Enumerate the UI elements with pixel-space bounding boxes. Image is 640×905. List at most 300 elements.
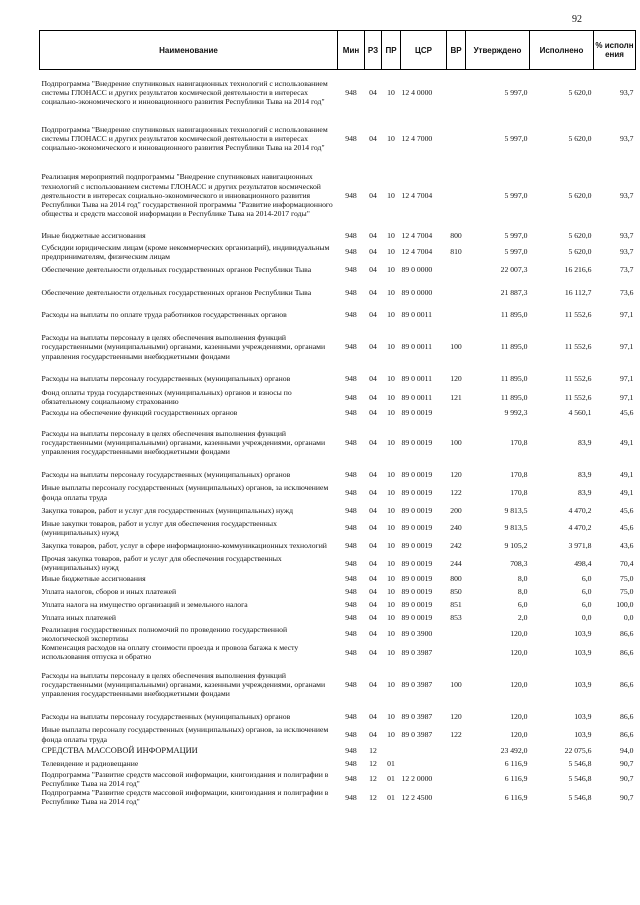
cell-rz: 04 xyxy=(369,711,377,721)
header-executed: Исполнено xyxy=(530,31,594,70)
table-row xyxy=(40,554,636,572)
cell-csr: 12 4 7004 xyxy=(401,190,433,200)
table-row xyxy=(40,519,636,537)
cell-rz: 04 xyxy=(369,679,377,689)
cell-rz: 12 xyxy=(369,758,377,768)
cell-rz: 04 xyxy=(369,647,377,657)
cell-min: 948 xyxy=(345,629,357,639)
cell-executed: 16 112,7 xyxy=(564,287,592,297)
cell-percent: 93,7 xyxy=(620,133,634,143)
cell-min: 948 xyxy=(345,88,357,98)
cell-pr: 10 xyxy=(387,287,395,297)
cell-name: Реализация государственных полномочий по проведению государственной экологической экспертизы xyxy=(41,624,288,643)
cell-rz: 04 xyxy=(369,374,377,384)
cell-name: Расходы на выплаты персоналу в целях обеспечения выполнения функций государственными (муниципальными) органами, казенными учреждениями, органами управления государственными внебюджетными фондами xyxy=(41,428,326,456)
header-csr: ЦСР xyxy=(401,31,447,70)
cell-csr: 89 0 3987 xyxy=(401,679,433,689)
cell-approved: 11 895,0 xyxy=(500,342,528,352)
cell-name: Фонд оплаты труда государственных (муниципальных) органов и взносы по обязательному социальному страхованию xyxy=(41,387,292,407)
table-row xyxy=(40,573,636,586)
cell-csr: 89 0 0011 xyxy=(401,392,432,402)
header-min: Мин xyxy=(338,31,365,70)
cell-executed: 6,0 xyxy=(581,587,592,597)
cell-executed: 83,9 xyxy=(578,469,592,479)
page-number: 92 xyxy=(572,14,582,25)
cell-pr: 01 xyxy=(387,774,395,784)
cell-executed: 83,9 xyxy=(578,487,592,497)
cell-csr: 89 0 3987 xyxy=(401,647,433,657)
cell-rz: 12 xyxy=(369,792,377,802)
cell-pr: 10 xyxy=(387,629,395,639)
cell-rz: 04 xyxy=(369,613,377,623)
cell-vr: 120 xyxy=(450,469,462,479)
cell-approved: 11 895,0 xyxy=(500,392,528,402)
cell-rz: 04 xyxy=(369,587,377,597)
cell-approved: 5 997,0 xyxy=(504,190,528,200)
cell-pr: 10 xyxy=(387,342,395,352)
table-row xyxy=(40,744,636,757)
cell-min: 948 xyxy=(345,613,357,623)
cell-executed: 5 620,0 xyxy=(568,88,592,98)
cell-rz: 04 xyxy=(369,487,377,497)
cell-min: 948 xyxy=(345,541,357,551)
cell-min: 948 xyxy=(345,574,357,584)
header-approved: Утверждено xyxy=(466,31,530,70)
cell-approved: 23 492,0 xyxy=(500,745,528,755)
cell-name: Подпрограмма "Внедрение спутниковых навигационных технологий с использованием системы ГЛОНАСС и других результатов космической деятельности в интересах социально-экономического и инновационного развития Республики Тыва на 2014 год" xyxy=(41,124,328,153)
cell-percent: 45,6 xyxy=(620,523,634,533)
cell-percent: 97,1 xyxy=(620,392,634,402)
cell-percent: 45,6 xyxy=(620,408,634,418)
cell-vr: 120 xyxy=(450,711,462,721)
cell-vr: 800 xyxy=(450,231,462,241)
cell-min: 948 xyxy=(345,758,357,768)
cell-pr: 10 xyxy=(387,469,395,479)
cell-executed: 4 470,2 xyxy=(568,505,592,515)
cell-executed: 4 470,2 xyxy=(568,523,592,533)
cell-percent: 45,6 xyxy=(620,505,634,515)
cell-min: 948 xyxy=(345,287,357,297)
cell-name: Иные закупки товаров, работ и услуг для обеспечения государственных (муниципальных) нужд xyxy=(41,518,277,537)
cell-approved: 120,0 xyxy=(510,629,528,639)
header-pr: ПР xyxy=(382,31,401,70)
cell-vr: 244 xyxy=(450,558,462,568)
cell-name: Уплата иных платежей xyxy=(41,613,117,623)
cell-executed: 5 620,0 xyxy=(568,231,592,241)
cell-percent: 86,6 xyxy=(620,647,634,657)
cell-percent: 86,6 xyxy=(620,679,634,689)
cell-csr: 89 0 0019 xyxy=(401,487,433,497)
table-body xyxy=(40,70,636,807)
cell-pr: 10 xyxy=(387,574,395,584)
cell-rz: 04 xyxy=(369,505,377,515)
cell-pr: 01 xyxy=(387,758,395,768)
table-row xyxy=(40,116,636,162)
cell-vr: 100 xyxy=(450,679,462,689)
cell-vr: 240 xyxy=(450,523,462,533)
cell-name: Расходы на выплаты персоналу государственных (муниципальных) органов xyxy=(41,374,291,384)
cell-pr: 10 xyxy=(387,613,395,623)
table-row xyxy=(40,388,636,406)
header-vr: ВР xyxy=(447,31,466,70)
cell-min: 948 xyxy=(345,745,357,755)
cell-min: 948 xyxy=(345,469,357,479)
cell-vr: 122 xyxy=(450,487,462,497)
cell-executed: 6,0 xyxy=(581,574,592,584)
cell-csr: 89 0 0019 xyxy=(401,587,433,597)
cell-executed: 3 971,8 xyxy=(568,541,592,551)
cell-approved: 170,8 xyxy=(510,469,528,479)
cell-min: 948 xyxy=(345,505,357,515)
cell-csr: 89 0 0019 xyxy=(401,408,433,418)
cell-executed: 5 620,0 xyxy=(568,133,592,143)
cell-min: 948 xyxy=(345,711,357,721)
cell-csr: 89 0 0019 xyxy=(401,523,433,533)
table-row xyxy=(40,725,636,743)
cell-csr: 12 2 0000 xyxy=(401,774,433,784)
cell-name: Иные бюджетные ассигнования xyxy=(41,231,146,241)
cell-vr: 121 xyxy=(450,392,462,402)
cell-pr: 10 xyxy=(387,392,395,402)
cell-percent: 100,0 xyxy=(616,600,634,610)
cell-csr: 89 0 0011 xyxy=(401,310,432,320)
cell-vr: 800 xyxy=(450,574,462,584)
cell-approved: 9 992,3 xyxy=(504,408,528,418)
table-row xyxy=(40,625,636,643)
table-row xyxy=(40,261,636,279)
cell-approved: 120,0 xyxy=(510,711,528,721)
cell-executed: 498,4 xyxy=(574,558,592,568)
cell-csr: 89 0 0019 xyxy=(401,574,433,584)
cell-approved: 708,3 xyxy=(510,558,528,568)
cell-percent: 94,0 xyxy=(620,745,634,755)
table-row xyxy=(40,643,636,661)
cell-vr xyxy=(447,770,466,788)
cell-vr: 122 xyxy=(450,729,462,739)
cell-pr: 10 xyxy=(387,558,395,568)
cell-vr xyxy=(447,757,466,770)
cell-percent: 75,0 xyxy=(620,574,634,584)
cell-rz: 04 xyxy=(369,342,377,352)
cell-vr: 853 xyxy=(450,613,462,623)
cell-pr: 10 xyxy=(387,600,395,610)
cell-percent: 86,6 xyxy=(620,729,634,739)
cell-vr: 100 xyxy=(450,437,462,447)
cell-executed: 5 620,0 xyxy=(568,190,592,200)
cell-csr: 89 0 0019 xyxy=(401,600,433,610)
table-row xyxy=(40,502,636,519)
cell-vr xyxy=(447,261,466,279)
cell-approved: 6 116,9 xyxy=(504,758,528,768)
cell-csr: 89 0 3900 xyxy=(401,629,433,639)
cell-rz: 04 xyxy=(369,558,377,568)
cell-approved: 9 105,2 xyxy=(504,541,528,551)
cell-rz: 04 xyxy=(369,729,377,739)
cell-percent: 70,4 xyxy=(620,558,634,568)
cell-csr: 89 0 0019 xyxy=(401,558,433,568)
cell-rz: 04 xyxy=(369,541,377,551)
cell-vr: 810 xyxy=(450,247,462,257)
cell-rz: 04 xyxy=(369,469,377,479)
cell-vr xyxy=(447,162,466,230)
cell-percent: 43,6 xyxy=(620,541,634,551)
table-row xyxy=(40,757,636,770)
cell-pr: 10 xyxy=(387,247,395,257)
cell-name: Обеспечение деятельности отдельных государственных органов Республики Тыва xyxy=(41,287,312,297)
cell-percent: 49,1 xyxy=(620,469,634,479)
cell-pr: 10 xyxy=(387,487,395,497)
cell-approved: 5 997,0 xyxy=(504,231,528,241)
cell-percent: 75,0 xyxy=(620,587,634,597)
cell-approved: 9 813,5 xyxy=(504,505,528,515)
cell-executed: 16 216,6 xyxy=(564,265,592,275)
cell-csr: 12 4 0000 xyxy=(401,88,433,98)
table-row xyxy=(40,279,636,306)
cell-name: Обеспечение деятельности отдельных государственных органов Республики Тыва xyxy=(41,265,312,275)
table-row xyxy=(40,324,636,370)
cell-name: Расходы на выплаты персоналу государственных (муниципальных) органов xyxy=(41,711,291,721)
cell-executed: 11 552,6 xyxy=(564,310,592,320)
table-row xyxy=(40,243,636,261)
cell-executed: 11 552,6 xyxy=(564,342,592,352)
cell-pr: 10 xyxy=(387,523,395,533)
cell-approved: 6 116,9 xyxy=(504,792,528,802)
cell-vr xyxy=(447,625,466,643)
cell-pr: 10 xyxy=(387,190,395,200)
cell-csr: 89 0 0019 xyxy=(401,505,433,515)
cell-executed: 103,9 xyxy=(574,629,592,639)
cell-min: 948 xyxy=(345,247,357,257)
cell-percent: 73,6 xyxy=(620,287,634,297)
cell-name: Телевидение и радиовещание xyxy=(41,758,139,768)
cell-approved: 170,8 xyxy=(510,487,528,497)
cell-min: 948 xyxy=(345,647,357,657)
cell-pr: 10 xyxy=(387,310,395,320)
cell-pr: 10 xyxy=(387,265,395,275)
table-row xyxy=(40,406,636,419)
cell-rz: 04 xyxy=(369,190,377,200)
cell-percent: 90,7 xyxy=(620,774,634,784)
cell-vr xyxy=(447,643,466,661)
cell-executed: 11 552,6 xyxy=(564,374,592,384)
cell-name: Прочая закупка товаров, работ и услуг для обеспечения государственных (муниципальных) нужд xyxy=(41,554,282,573)
cell-csr xyxy=(401,744,447,757)
cell-executed: 6,0 xyxy=(581,600,592,610)
cell-min: 948 xyxy=(345,729,357,739)
table-row xyxy=(40,483,636,501)
cell-percent: 90,7 xyxy=(620,792,634,802)
cell-min: 948 xyxy=(345,774,357,784)
cell-executed: 5 620,0 xyxy=(568,247,592,257)
cell-pr: 10 xyxy=(387,647,395,657)
cell-rz: 12 xyxy=(369,774,377,784)
cell-name: Уплата налога на имущество организаций и земельного налога xyxy=(41,600,248,610)
cell-name: Иные бюджетные ассигнования xyxy=(41,574,146,584)
table-row xyxy=(40,230,636,243)
cell-percent: 86,6 xyxy=(620,711,634,721)
cell-min: 948 xyxy=(345,231,357,241)
cell-approved: 22 007,3 xyxy=(500,265,528,275)
cell-csr: 12 2 4500 xyxy=(401,792,433,802)
cell-pr: 10 xyxy=(387,437,395,447)
cell-min: 948 xyxy=(345,600,357,610)
cell-name: Закупка товаров, работ, услуг в сфере информационно-коммуникационных технологий xyxy=(41,541,327,551)
cell-min: 948 xyxy=(345,679,357,689)
cell-approved: 120,0 xyxy=(510,729,528,739)
cell-min: 948 xyxy=(345,310,357,320)
cell-name: Компенсация расходов на оплату стоимости проезда и провоза багажа к месту использования отпуска и обратно xyxy=(41,642,299,662)
cell-csr: 89 0 0019 xyxy=(401,437,433,447)
cell-pr: 10 xyxy=(387,88,395,98)
cell-vr: 120 xyxy=(450,374,462,384)
cell-min: 948 xyxy=(345,342,357,352)
cell-vr xyxy=(447,279,466,306)
cell-name: Подпрограмма "Развитие средств массовой информации, книгоиздания и полиграфии в Республике Тыва на 2014 год" xyxy=(41,769,329,788)
cell-rz: 12 xyxy=(369,745,377,755)
cell-percent: 93,7 xyxy=(620,231,634,241)
cell-executed: 4 560,1 xyxy=(568,408,592,418)
cell-name: Закупка товаров, работ и услуг для государственных (муниципальных) нужд xyxy=(41,505,294,515)
header-percent: % исполн ения xyxy=(594,31,636,70)
cell-csr: 89 0 0019 xyxy=(401,469,433,479)
cell-percent: 90,7 xyxy=(620,758,634,768)
cell-approved: 21 887,3 xyxy=(500,287,528,297)
table-row xyxy=(40,537,636,554)
cell-min: 948 xyxy=(345,374,357,384)
cell-csr: 89 0 0011 xyxy=(401,342,432,352)
cell-vr xyxy=(447,116,466,162)
cell-name: Расходы на выплаты персоналу в целях обеспечения выполнения функций государственными (муниципальными) органами, казенными учреждениями, органами управления государственными внебюджетными фондами xyxy=(41,670,326,698)
cell-min: 948 xyxy=(345,190,357,200)
cell-percent: 73,7 xyxy=(620,265,634,275)
cell-min: 948 xyxy=(345,265,357,275)
cell-name: СРЕДСТВА МАССОВОЙ ИНФОРМАЦИИ xyxy=(41,745,198,755)
cell-pr: 10 xyxy=(387,374,395,384)
cell-csr: 12 4 7004 xyxy=(401,231,433,241)
cell-name: Расходы на выплаты по оплате труда работников государственных органов xyxy=(41,310,287,320)
cell-name: Субсидии юридическим лицам (кроме некоммерческих организаций), индивидуальным предпринимателям, физическим лицам xyxy=(41,242,330,261)
cell-vr: 850 xyxy=(450,587,462,597)
cell-executed: 5 546,8 xyxy=(568,792,592,802)
table-row xyxy=(40,707,636,725)
table-row xyxy=(40,465,636,483)
cell-csr: 12 4 7004 xyxy=(401,247,433,257)
cell-min: 948 xyxy=(345,523,357,533)
table-row xyxy=(40,370,636,388)
cell-vr xyxy=(447,406,466,419)
cell-approved: 170,8 xyxy=(510,437,528,447)
cell-pr: 10 xyxy=(387,679,395,689)
cell-pr: 10 xyxy=(387,587,395,597)
cell-approved: 8,0 xyxy=(517,587,528,597)
cell-vr: 242 xyxy=(450,541,462,551)
cell-executed: 5 546,8 xyxy=(568,774,592,784)
cell-pr: 10 xyxy=(387,505,395,515)
cell-rz: 04 xyxy=(369,408,377,418)
table-row xyxy=(40,419,636,465)
table-row xyxy=(40,770,636,788)
cell-min: 948 xyxy=(345,392,357,402)
cell-percent: 49,1 xyxy=(620,437,634,447)
cell-executed: 5 546,8 xyxy=(568,758,592,768)
cell-csr xyxy=(401,757,447,770)
cell-pr xyxy=(382,744,401,757)
cell-pr: 10 xyxy=(387,711,395,721)
cell-executed: 103,9 xyxy=(574,647,592,657)
cell-rz: 04 xyxy=(369,231,377,241)
cell-name: Расходы на выплаты персоналу государственных (муниципальных) органов xyxy=(41,469,291,479)
budget-table xyxy=(39,30,636,807)
cell-pr: 10 xyxy=(387,133,395,143)
cell-percent: 97,1 xyxy=(620,310,634,320)
cell-percent: 86,6 xyxy=(620,629,634,639)
cell-min: 948 xyxy=(345,437,357,447)
cell-min: 948 xyxy=(345,558,357,568)
cell-min: 948 xyxy=(345,587,357,597)
cell-approved: 6,0 xyxy=(517,600,528,610)
cell-name: Уплата налогов, сборов и иных платежей xyxy=(41,587,177,597)
cell-executed: 103,9 xyxy=(574,711,592,721)
cell-executed: 83,9 xyxy=(578,437,592,447)
cell-min: 948 xyxy=(345,487,357,497)
cell-vr: 200 xyxy=(450,505,462,515)
table-row xyxy=(40,599,636,612)
cell-rz: 04 xyxy=(369,133,377,143)
cell-csr: 89 0 0019 xyxy=(401,613,433,623)
cell-approved: 8,0 xyxy=(517,574,528,584)
cell-csr: 89 0 0000 xyxy=(401,265,433,275)
cell-rz: 04 xyxy=(369,437,377,447)
cell-approved: 120,0 xyxy=(510,647,528,657)
cell-percent: 49,1 xyxy=(620,487,634,497)
cell-approved: 120,0 xyxy=(510,679,528,689)
table-header-row xyxy=(40,31,636,70)
cell-rz: 04 xyxy=(369,574,377,584)
cell-vr xyxy=(447,70,466,116)
cell-pr: 10 xyxy=(387,541,395,551)
cell-executed: 11 552,6 xyxy=(564,392,592,402)
cell-approved: 5 997,0 xyxy=(504,88,528,98)
cell-approved: 11 895,0 xyxy=(500,374,528,384)
table-row xyxy=(40,612,636,625)
cell-percent: 0,0 xyxy=(623,613,634,623)
cell-min: 948 xyxy=(345,408,357,418)
cell-executed: 0,0 xyxy=(581,613,592,623)
cell-csr: 89 0 0000 xyxy=(401,287,433,297)
cell-csr: 89 0 3987 xyxy=(401,729,433,739)
cell-rz: 04 xyxy=(369,600,377,610)
header-name: Наименование xyxy=(40,31,338,70)
cell-rz: 04 xyxy=(369,523,377,533)
cell-pr: 10 xyxy=(387,231,395,241)
cell-percent: 93,7 xyxy=(620,88,634,98)
table-row xyxy=(40,586,636,599)
cell-rz: 04 xyxy=(369,629,377,639)
cell-percent: 97,1 xyxy=(620,342,634,352)
cell-pr: 10 xyxy=(387,408,395,418)
cell-approved: 5 997,0 xyxy=(504,247,528,257)
cell-executed: 22 075,6 xyxy=(564,745,592,755)
cell-csr: 89 0 0011 xyxy=(401,374,432,384)
cell-vr: 100 xyxy=(450,342,462,352)
cell-executed: 103,9 xyxy=(574,729,592,739)
table-row xyxy=(40,661,636,707)
cell-name: Расходы на обеспечение функций государственных органов xyxy=(41,408,238,418)
cell-percent: 97,1 xyxy=(620,374,634,384)
table-row xyxy=(40,162,636,230)
cell-approved: 9 813,5 xyxy=(504,523,528,533)
table-row xyxy=(40,788,636,806)
